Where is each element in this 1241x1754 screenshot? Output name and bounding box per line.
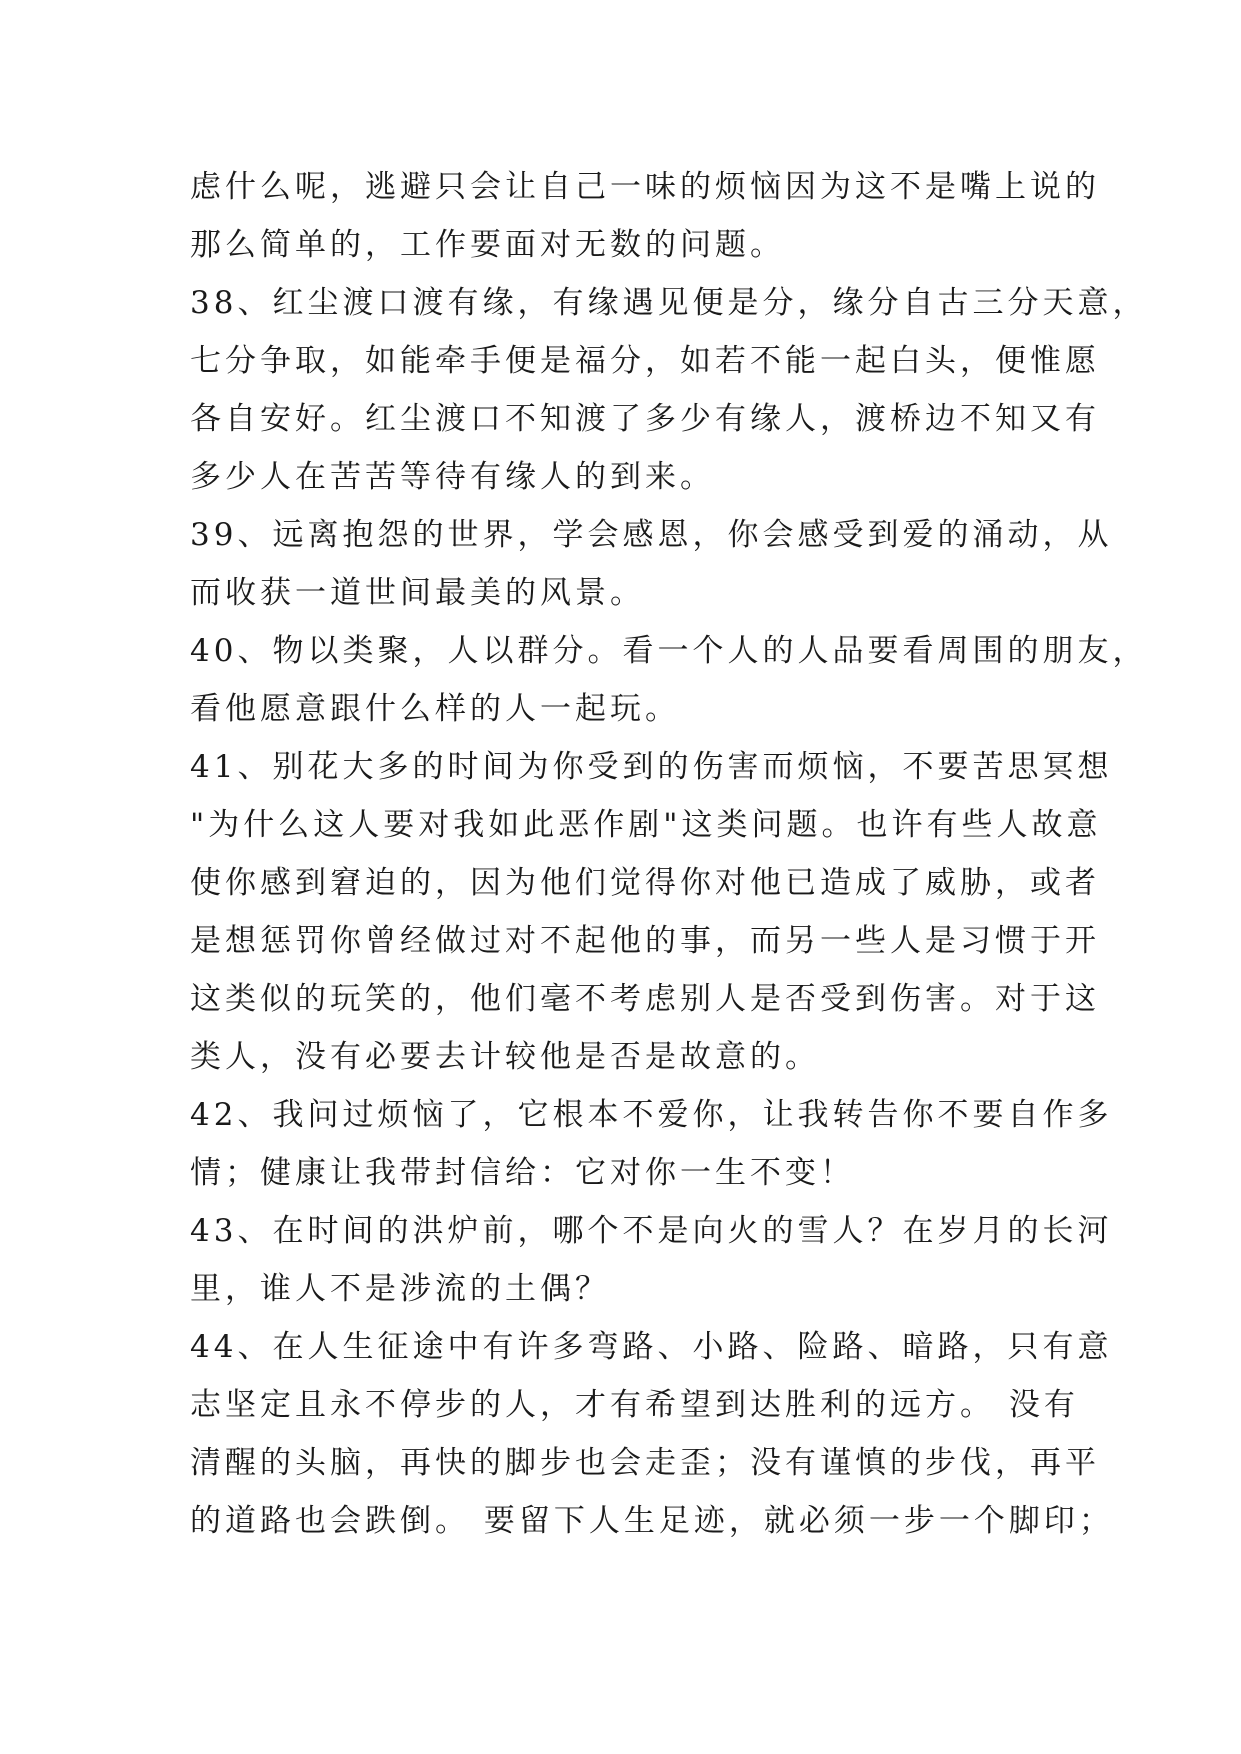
text-line: 41、别花大多的时间为你受到的伤害而烦恼，不要苦思冥想 [190,749,1113,785]
text-line: 44、在人生征途中有许多弯路、小路、险路、暗路，只有意 [190,1329,1113,1365]
text-line: 42、我问过烦恼了，它根本不爱你，让我转告你不要自作多 [190,1097,1113,1133]
text-line: 看他愿意跟什么样的人一起玩。 [190,691,680,727]
text-line: 使你感到窘迫的，因为他们觉得你对他已造成了威胁，或者 [190,865,1100,901]
text-line: 七分争取，如能牵手便是福分，如若不能一起白头，便惟愿 [190,343,1100,379]
text-line: 里，谁人不是涉流的土偶？ [190,1271,610,1307]
text-line: 志坚定且永不停步的人，才有希望到达胜利的远方。 没有 [190,1387,1079,1423]
text-line: 类人，没有必要去计较他是否是故意的。 [190,1039,820,1075]
text-line: 虑什么呢，逃避只会让自己一味的烦恼因为这不是嘴上说的 [190,169,1100,205]
text-line: 而收获一道世间最美的风景。 [190,575,645,611]
text-line: 那么简单的，工作要面对无数的问题。 [190,227,785,263]
text-line: 清醒的头脑，再快的脚步也会走歪；没有谨慎的步伐，再平 [190,1445,1100,1481]
text-line: 38、红尘渡口渡有缘，有缘遇见便是分，缘分自古三分天意， [190,285,1148,321]
text-line: 多少人在苦苦等待有缘人的到来。 [190,459,715,495]
text-line: 39、远离抱怨的世界，学会感恩，你会感受到爱的涌动，从 [190,517,1113,553]
text-line: 是想惩罚你曾经做过对不起他的事，而另一些人是习惯于开 [190,923,1100,959]
text-line: 43、在时间的洪炉前，哪个不是向火的雪人？在岁月的长河 [190,1213,1113,1249]
text-line: 情；健康让我带封信给：它对你一生不变！ [190,1155,855,1191]
text-line: "为什么这人要对我如此恶作剧"这类问题。也许有些人故意 [190,807,1102,843]
text-line: 的道路也会跌倒。 要留下人生足迹，就必须一步一个脚印； [190,1503,1114,1539]
document-body [190,158,1148,1550]
text-line: 这类似的玩笑的，他们毫不考虑别人是否受到伤害。对于这 [190,981,1100,1017]
text-line: 各自安好。红尘渡口不知渡了多少有缘人，渡桥边不知又有 [190,401,1100,437]
text-line: 40、物以类聚，人以群分。看一个人的人品要看周围的朋友， [190,633,1148,669]
